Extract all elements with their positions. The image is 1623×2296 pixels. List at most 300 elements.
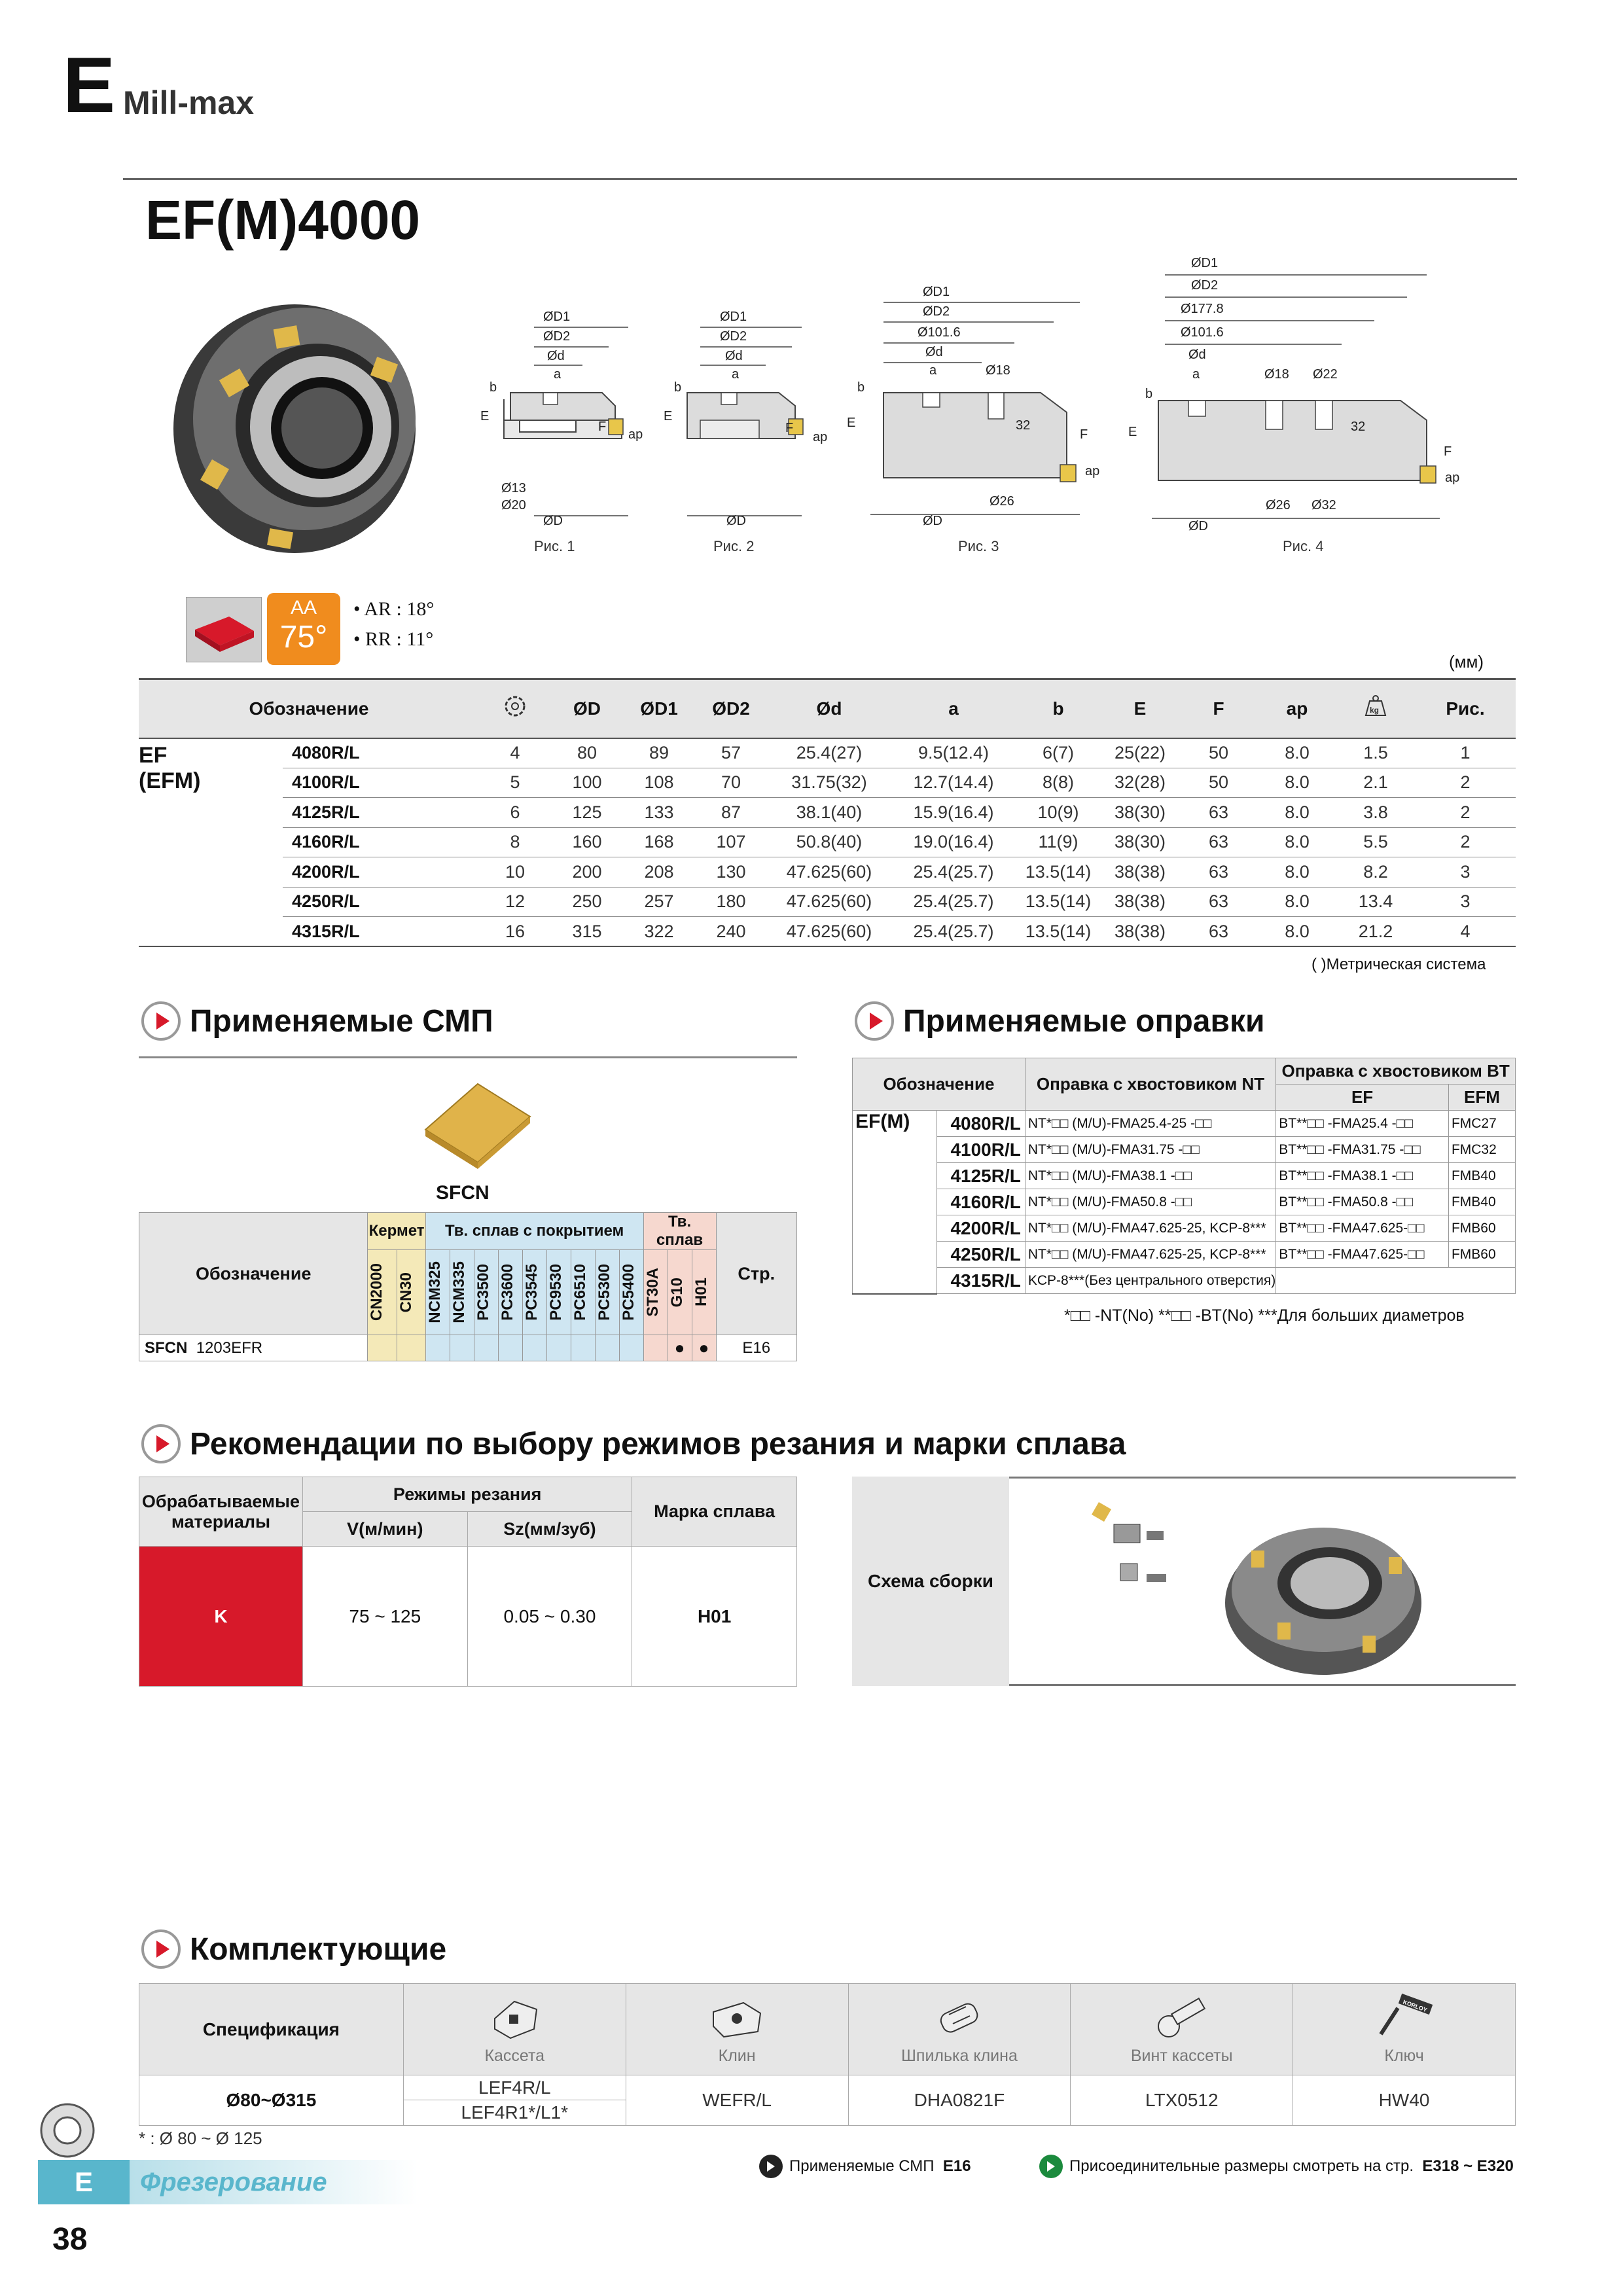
cell: 3 [1415,857,1516,888]
holder-bt-efm: FMB60 [1448,1215,1515,1242]
grade-name: NCM335 [450,1261,468,1323]
cell: 89 [623,738,695,768]
wedge-icon [704,1992,770,2045]
acc-col-cassette [403,1984,626,2075]
grade-header [522,1250,546,1335]
cell: 80 [551,738,623,768]
fig1-caption: Рис. 1 [534,538,575,554]
cell: 32(28) [1101,768,1179,798]
holder-row-code: 4200R/L [936,1215,1025,1242]
holder-row-code: 4250R/L [936,1242,1025,1268]
grade-header [474,1250,498,1335]
ref1-page: E16 [942,2157,971,2175]
table-row [139,768,1516,798]
table-row [853,1268,1516,1294]
cell: 1 [1415,738,1516,768]
col-a: a [891,679,1016,738]
col-D: ØD [551,679,623,738]
feed-value: 0.05 ~ 0.30 [467,1547,632,1687]
smp-code: SFCN [145,1338,188,1357]
svg-text:ØD1: ØD1 [720,310,747,324]
cell: 63 [1179,827,1258,857]
smp-col-designation: Обозначение [139,1213,368,1335]
grade-name: PC5400 [619,1264,637,1321]
cell: 47.625(60) [767,887,891,917]
dim-b: b [490,380,497,395]
grade-mark [425,1335,450,1361]
holder-nt: NT*□□ (M/U)-FMA38.1 -□□ [1025,1163,1275,1189]
cell: 108 [623,768,695,798]
cell: 2 [1415,798,1516,828]
dim-F: F [598,420,607,434]
ref-connection-dimensions[interactable] [1039,2155,1514,2178]
holders-section-header [855,1001,1265,1041]
grade-mark [522,1335,546,1361]
holders-col-nt: Оправка с хвостовиком NT [1025,1058,1275,1111]
grade-header [668,1250,692,1335]
recommend-section-header [141,1424,1126,1463]
holder-nt: NT*□□ (M/U)-FMA50.8 -□□ [1025,1189,1275,1215]
cell: 2 [1415,827,1516,857]
svg-text:E: E [847,416,856,430]
holder-bt-efm: FMC32 [1448,1137,1515,1163]
sfcn-insert-image [406,1071,537,1175]
holders-table [852,1058,1516,1295]
table-row [853,1111,1516,1137]
acc-screw-value: LTX0512 [1071,2075,1293,2126]
acc-col-stud [848,1984,1071,2075]
row-code: 4080R/L [283,738,479,768]
dim-D1: ØD1 [543,310,571,324]
acc-col-spec: Спецификация [139,1984,404,2075]
acc-caption-screw: Винт кассеты [1130,2047,1233,2065]
milling-cutter-icon [38,2101,97,2160]
section-letter: E [63,41,116,129]
svg-text:ap: ap [813,430,828,444]
grade-name: NCM325 [425,1261,444,1323]
acc-col-wedge [626,1984,848,2075]
grade-mark [619,1335,643,1361]
accessories-title: Комплектующие [190,1931,447,1967]
cell: 12 [479,887,551,917]
svg-text:ØD1: ØD1 [1191,256,1219,270]
grade-mark [368,1335,397,1361]
group-carbide: Тв. сплав [643,1213,716,1250]
cell: 57 [695,738,767,768]
drawing-fig3 [844,281,1119,533]
cell: 13.4 [1336,887,1415,917]
acc-cassette-value [403,2075,626,2126]
dim-d: Ød [547,349,565,363]
cell: 4 [479,738,551,768]
table-row [853,1242,1516,1268]
svg-text:Ø177.8: Ø177.8 [1181,302,1224,316]
svg-text:E: E [664,409,673,423]
svg-text:32: 32 [1351,420,1366,434]
holder-nt: NT*□□ (M/U)-FMA47.625-25, KCP-8*** [1025,1215,1275,1242]
grade-name: PC5300 [595,1264,613,1321]
grade-name: G10 [668,1277,686,1308]
holder-bt-ef: BT**□□ -FMA31.75 -□□ [1276,1137,1449,1163]
holder-row-code: 4100R/L [936,1137,1025,1163]
svg-text:F: F [785,421,794,435]
grade-mark [397,1335,425,1361]
insert-name: SFCN [436,1182,490,1204]
teeth-count-icon [502,693,528,719]
speed-value: 75 ~ 125 [302,1547,467,1687]
svg-text:b: b [1145,387,1153,401]
cell: 208 [623,857,695,888]
cell: 8.0 [1258,917,1336,947]
unit-note: (мм) [1449,652,1484,672]
holder-nt: KCP-8***(Без центрального отверстия) [1025,1268,1275,1294]
dimensions-table [139,678,1516,947]
series-line1: EF [139,742,168,768]
holder-bt-efm: FMC27 [1448,1111,1515,1137]
row-code: 4160R/L [283,827,479,857]
arrow-right-icon [141,1929,181,1969]
smp-divider [139,1056,797,1058]
svg-text:b: b [674,380,682,395]
dim-D: ØD [543,514,563,528]
arrow-right-icon [141,1001,181,1041]
dim-d20: Ø20 [501,498,526,512]
svg-text:32: 32 [1016,418,1031,433]
holder-bt-empty [1276,1268,1516,1294]
grade-header [571,1250,595,1335]
cell: 63 [1179,798,1258,828]
svg-text:ØD1: ØD1 [923,285,950,299]
acc-wedge-value: WEFR/L [626,2075,848,2126]
grade-header [397,1250,425,1335]
cell: 168 [623,827,695,857]
cell: 322 [623,917,695,947]
rec-col-modes: Режимы резания [302,1477,632,1512]
svg-text:ØD2: ØD2 [923,304,950,319]
fig4-caption: Рис. 4 [1283,538,1324,554]
section-tab: E [38,2160,130,2204]
dim-d13: Ø13 [501,481,526,495]
page-number: 38 [52,2222,88,2257]
col-ap: ap [1258,679,1336,738]
grade-header [619,1250,643,1335]
cell: 125 [551,798,623,828]
svg-text:Ø32: Ø32 [1311,498,1336,512]
col-D2: ØD2 [695,679,767,738]
cell: 10(9) [1016,798,1101,828]
table-row [139,857,1516,888]
product-title: EF(M)4000 [145,189,421,251]
holder-row-code: 4080R/L [936,1111,1025,1137]
acc-spec-value: Ø80~Ø315 [139,2075,404,2126]
svg-text:kg: kg [1370,706,1380,715]
svg-text:ØD: ØD [1188,519,1208,533]
svg-text:ØD: ØD [923,514,942,528]
cell: 38(38) [1101,857,1179,888]
header-divider [123,178,1517,180]
smp-title: Применяемые СМП [190,1003,493,1039]
dim-ap: ap [628,427,643,442]
cell: 25.4(25.7) [891,857,1016,888]
cell: 3 [1415,887,1516,917]
cell: 8.0 [1258,827,1336,857]
radial-rake: • RR : 11° [353,628,434,650]
cell: 3.8 [1336,798,1415,828]
svg-text:ØD: ØD [726,514,746,528]
cell: 63 [1179,887,1258,917]
holder-bt-efm: FMB40 [1448,1189,1515,1215]
cell: 315 [551,917,623,947]
cell: 38(30) [1101,827,1179,857]
table-row [139,917,1516,947]
cell: 257 [623,887,695,917]
rec-col-v: V(м/мин) [302,1512,467,1547]
grade-name: ST30A [643,1268,662,1317]
smp-row-code [139,1335,368,1361]
accessories-section-header [141,1929,446,1969]
grade-name: PC3600 [498,1264,516,1321]
fig2-caption: Рис. 2 [713,538,755,554]
cell: 38(38) [1101,887,1179,917]
accessories-table [139,1983,1516,2126]
grade-name: CN30 [397,1272,415,1313]
grade-name: PC6510 [571,1264,589,1321]
holder-nt: NT*□□ (M/U)-FMA47.625-25, KCP-8*** [1025,1242,1275,1268]
holder-bt-ef: BT**□□ -FMA50.8 -□□ [1276,1189,1449,1215]
cell: 250 [551,887,623,917]
arrow-right-icon [141,1424,181,1463]
dim-a: a [554,367,562,382]
badge-angle: 75° [279,620,328,655]
cassette-icon [482,1992,547,2045]
svg-text:ap: ap [1085,464,1100,478]
grade-header [450,1250,474,1335]
row-code: 4315R/L [283,917,479,947]
fig3-caption: Рис. 3 [958,538,999,554]
cell: 10 [479,857,551,888]
grade-name: PC3500 [474,1264,492,1321]
holders-col-efm: EFM [1448,1085,1515,1111]
svg-text:KORLOY: KORLOY [1401,1998,1428,2014]
acc-col-screw [1071,1984,1293,2075]
svg-text:Ø101.6: Ø101.6 [1181,325,1224,340]
rec-col-grade: Марка сплава [632,1477,797,1547]
acc-caption-wedge: Клин [718,2047,756,2065]
holders-series: EF(M) [853,1111,937,1294]
grade-name: PC9530 [546,1264,565,1321]
recommend-title: Рекомендации по выбору режимов резания и марки сплава [190,1426,1126,1462]
series-label [139,738,283,947]
smp-table [139,1212,797,1361]
row-code: 4200R/L [283,857,479,888]
cell: 63 [1179,917,1258,947]
cassette-code-2: LEF4R1*/L1* [461,2102,568,2123]
dim-E: E [480,409,490,423]
svg-text:Ø18: Ø18 [1264,367,1289,382]
svg-text:ØD2: ØD2 [720,329,747,344]
axial-rake: • AR : 18° [353,598,435,620]
grade-header [692,1250,716,1335]
grade-mark: ● [668,1335,692,1361]
cell: 180 [695,887,767,917]
cell: 70 [695,768,767,798]
smp-col-page: Стр. [716,1213,797,1335]
cell: 4 [1415,917,1516,947]
holder-nt: NT*□□ (M/U)-FMA25.4-25 -□□ [1025,1111,1275,1137]
svg-text:Ød: Ød [725,349,743,363]
cell: 21.2 [1336,917,1415,947]
col-designation: Обозначение [139,679,479,738]
svg-text:b: b [857,380,865,395]
svg-text:Ø26: Ø26 [990,494,1014,509]
ref-applicable-inserts[interactable] [759,2155,971,2178]
arrow-right-icon [1039,2155,1063,2178]
cell: 8(8) [1016,768,1101,798]
cell: 5.5 [1336,827,1415,857]
cell: 2.1 [1336,768,1415,798]
smp-page: E16 [716,1335,797,1361]
cell: 38(30) [1101,798,1179,828]
svg-text:Ød: Ød [1188,348,1206,362]
cell: 8.0 [1258,768,1336,798]
holders-col-bt: Оправка с хвостовиком BT [1276,1058,1516,1085]
table-row [139,798,1516,828]
cell: 50 [1179,738,1258,768]
dim-D2: ØD2 [543,329,571,344]
holder-row-code: 4315R/L [936,1268,1025,1294]
section-tab-label: Фрезерование [140,2168,327,2197]
grade-header [425,1250,450,1335]
col-E: E [1101,679,1179,738]
cell: 8.0 [1258,738,1336,768]
approach-angle-badge [267,593,340,665]
cell: 12.7(14.4) [891,768,1016,798]
row-code: 4100R/L [283,768,479,798]
drawing-fig1 [478,308,648,533]
cassette-screw-icon [1149,1992,1215,2045]
svg-text:E: E [1128,425,1137,439]
svg-text:a: a [929,363,937,378]
cell: 19.0(16.4) [891,827,1016,857]
wedge-stud-icon [927,1992,992,2045]
svg-text:Ø26: Ø26 [1266,498,1291,512]
row-code: 4250R/L [283,887,479,917]
table-row [139,827,1516,857]
cell: 25.4(27) [767,738,891,768]
cell: 1.5 [1336,738,1415,768]
svg-text:F: F [1080,427,1088,442]
cell: 200 [551,857,623,888]
holders-title: Применяемые оправки [903,1003,1265,1039]
cell: 6(7) [1016,738,1101,768]
col-teeth [479,679,551,738]
cell: 8.2 [1336,857,1415,888]
cell: 47.625(60) [767,917,891,947]
cell: 13.5(14) [1016,857,1101,888]
table-row [853,1189,1516,1215]
svg-text:Ø22: Ø22 [1313,367,1338,382]
smp-section-header [141,1001,493,1041]
row-code: 4125R/L [283,798,479,828]
section-name: Mill-max [123,84,255,121]
grade-mark [595,1335,619,1361]
cell: 11(9) [1016,827,1101,857]
cell: 8.0 [1258,798,1336,828]
table-row [853,1163,1516,1189]
cell: 25.4(25.7) [891,887,1016,917]
weight-kg-icon [1359,693,1392,719]
metric-note: ( )Метрическая система [1311,956,1486,973]
col-F: F [1179,679,1258,738]
ref1-text: Применяемые СМП [789,2157,935,2175]
group-cermet: Кермет [368,1213,425,1250]
grade-mark [546,1335,571,1361]
svg-text:F: F [1444,444,1452,459]
col-weight [1336,679,1415,738]
series-line2: (EFM) [139,768,201,793]
cell: 6 [479,798,551,828]
cutter-photo [157,288,432,563]
cassette-code-1: LEF4R/L [404,2075,626,2100]
holder-bt-ef: BT**□□ -FMA47.625-□□ [1276,1242,1449,1268]
holders-col-ef: EF [1276,1085,1449,1111]
cell: 160 [551,827,623,857]
holder-row-code: 4160R/L [936,1189,1025,1215]
grade-header [498,1250,522,1335]
table-row [139,738,1516,768]
holder-bt-ef: BT**□□ -FMA38.1 -□□ [1276,1163,1449,1189]
cell: 15.9(16.4) [891,798,1016,828]
holders-col-designation: Обозначение [853,1058,1026,1111]
grade-header [546,1250,571,1335]
grade-header [643,1250,668,1335]
holder-row-code: 4125R/L [936,1163,1025,1189]
cell: 16 [479,917,551,947]
svg-text:ap: ap [1445,471,1460,485]
cell: 50 [1179,768,1258,798]
arrow-right-icon [759,2155,783,2178]
cell: 9.5(12.4) [891,738,1016,768]
svg-text:Ød: Ød [925,345,943,359]
svg-text:a: a [1192,367,1200,382]
material-k: K [139,1547,303,1687]
cell: 133 [623,798,695,828]
acc-stud-value: DHA0821F [848,2075,1071,2126]
cell: 63 [1179,857,1258,888]
svg-text:a: a [732,367,740,382]
table-row [139,887,1516,917]
wrench-icon [1365,1992,1444,2045]
cell: 8.0 [1258,887,1336,917]
arrow-right-icon [855,1001,894,1041]
cell: 50.8(40) [767,827,891,857]
insert-shape-icon [186,597,262,662]
drawing-fig4 [1126,253,1466,537]
ref2-text: Присоединительные размеры смотреть на стр. [1069,2157,1414,2175]
col-D1: ØD1 [623,679,695,738]
grade-mark [474,1335,498,1361]
holder-bt-efm: FMB40 [1448,1163,1515,1189]
assembly-label: Схема сборки [852,1477,1009,1686]
smp-size: 1203EFR [196,1338,263,1357]
ref2-page: E318 ~ E320 [1422,2157,1514,2175]
table-row [853,1137,1516,1163]
col-fig: Рис. [1415,679,1516,738]
grade-header [368,1250,397,1335]
footnote: * : Ø 80 ~ Ø 125 [139,2128,262,2148]
svg-text:ØD2: ØD2 [1191,278,1219,293]
acc-caption-key: Ключ [1384,2047,1424,2065]
